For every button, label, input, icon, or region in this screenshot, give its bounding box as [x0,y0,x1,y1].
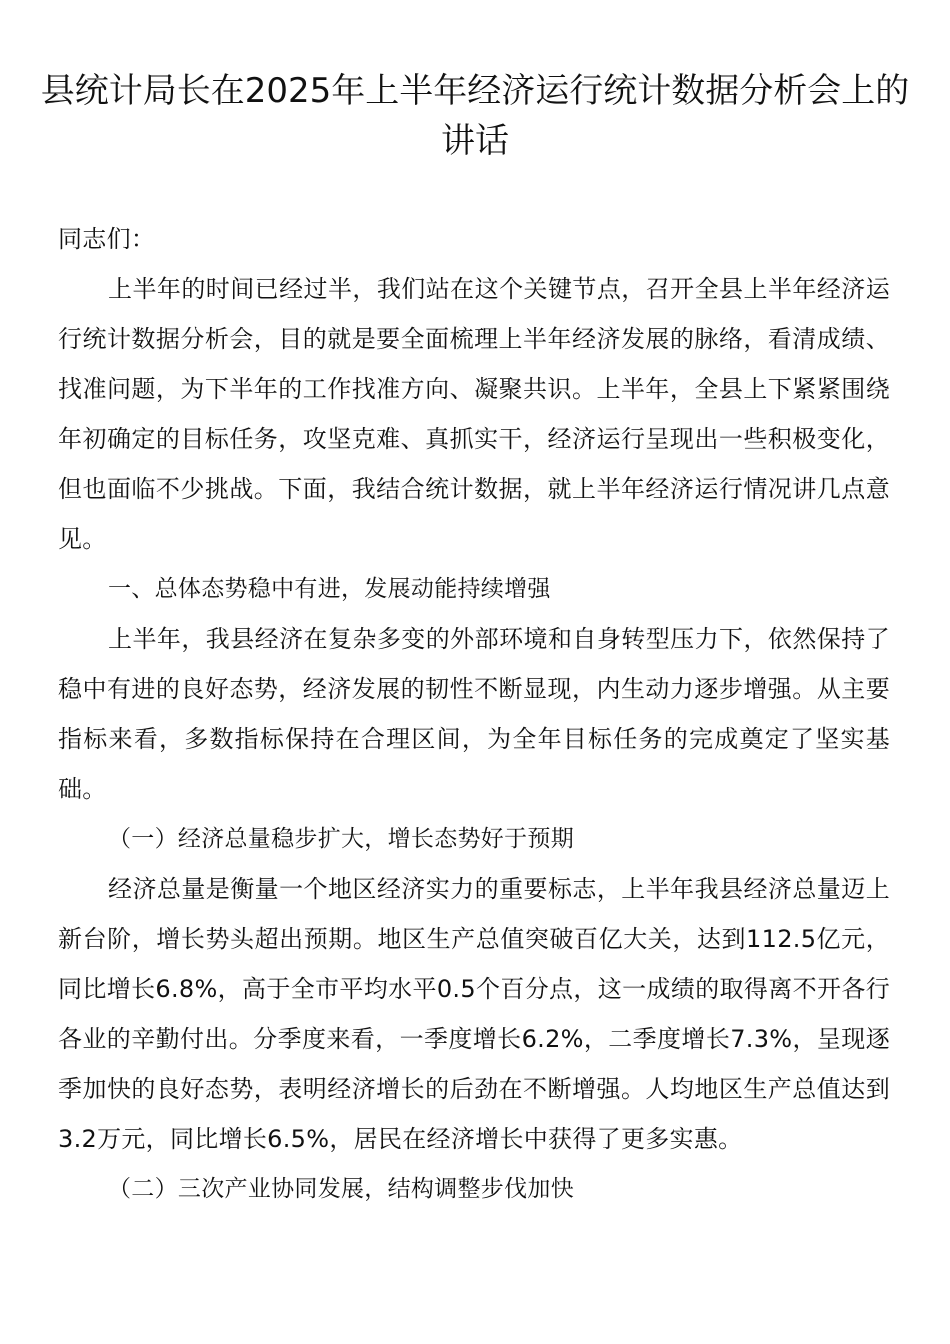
paragraph: 上半年，我县经济在复杂多变的外部环境和自身转型压力下，依然保持了稳中有进的良好态势，经济发展的韧性不断显现，内生动力逐步增强。从主要指标来看，多数指标保持在合理区间，为全年目标任务的完成奠定了坚实基础。 [58,625,890,803]
subsection-heading: （一）经济总量稳步扩大，增长态势好于预期 [108,826,574,852]
section-heading: 一、总体态势稳中有进，发展动能持续增强 [108,576,551,602]
paragraph: 经济总量是衡量一个地区经济实力的重要标志，上半年我县经济总量迈上新台阶，增长势头超出预期。地区生产总值突破百亿大关，达到112.5亿元，同比增长6.8%，高于全市平均水平0.5个百分点，这一成绩的取得离不开各行各业的辛勤付出。分季度来看，一季度增长6.2%，二季度增长7.3%，呈现逐季加快的良好态势，表明经济增长的后劲在不断增强。人均地区生产总值达到3.2万元，同比增长6.5%，居民在经济增长中获得了更多实惠。 [58,875,890,1153]
document-body [58,214,890,1214]
document-title: 县统计局长在2025年上半年经济运行统计数据分析会上的讲话 [40,71,910,161]
subsection-heading: （二）三次产业协同发展，结构调整步伐加快 [108,1176,574,1202]
paragraph: 上半年的时间已经过半，我们站在这个关键节点，召开全县上半年经济运行统计数据分析会，目的就是要全面梳理上半年经济发展的脉络，看清成绩、找准问题，为下半年的工作找准方向、凝聚共识。上半年，全县上下紧紧围绕年初确定的目标任务，攻坚克难、真抓实干，经济运行呈现出一些积极变化，但也面临不少挑战。下面，我结合统计数据，就上半年经济运行情况讲几点意见。 [58,275,890,553]
salutation: 同志们： [58,225,156,253]
